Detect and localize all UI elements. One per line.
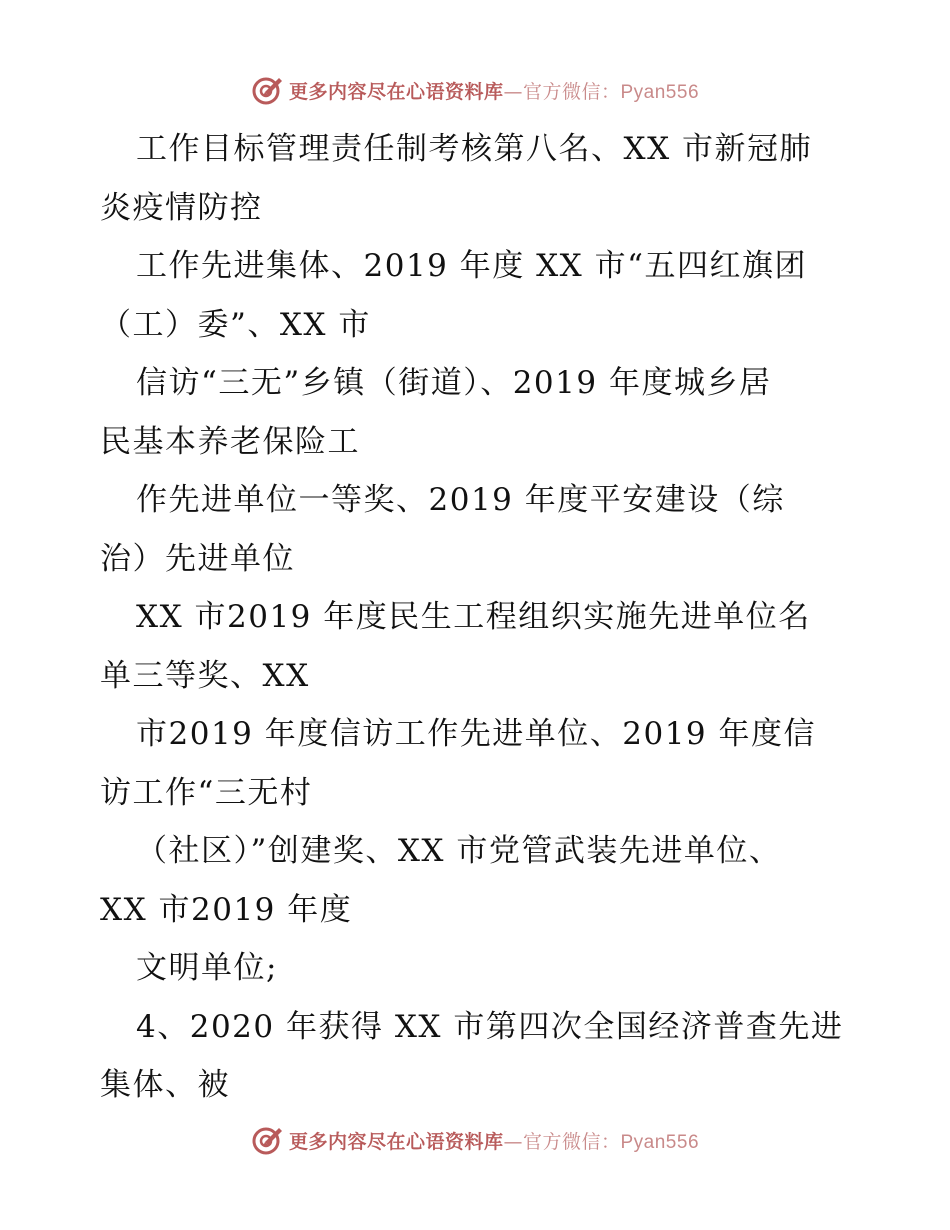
- watermark-official-label: 官方微信：: [522, 80, 621, 103]
- watermark-official-label: 官方微信：: [522, 1130, 621, 1153]
- text-line: XX 市2019 年度民生工程组织实施先进单位名: [136, 599, 811, 635]
- text-line: 工作先进集体、2019 年度 XX 市“五四红旗团: [136, 248, 807, 284]
- text-line: 市2019 年度信访工作先进单位、2019 年度信: [136, 716, 816, 752]
- text-line: 工作目标管理责任制考核第八名、XX 市新冠肺: [136, 131, 812, 167]
- text-line: （社区）”创建奖、XX 市党管武装先进单位、: [136, 833, 782, 869]
- text-line: 文明单位;: [136, 950, 278, 986]
- header-watermark: [0, 70, 950, 110]
- watermark-text: [289, 1127, 699, 1154]
- text-line: 访工作“三无村: [100, 774, 313, 811]
- text-line: XX 市2019 年度: [100, 891, 353, 928]
- text-line: 信访“三无”乡镇（街道）、2019 年度城乡居: [136, 365, 772, 401]
- pen-logo-icon: [251, 1123, 285, 1157]
- text-line: 单三等奖、XX: [100, 657, 310, 694]
- text-line: 集体、被: [100, 1067, 230, 1103]
- text-line: 治）先进单位: [100, 540, 295, 577]
- text-line: 作先进单位一等奖、2019 年度平安建设（综: [136, 482, 785, 518]
- watermark-separator: —: [503, 1130, 523, 1153]
- pen-logo-icon: [251, 73, 285, 107]
- watermark-brand: 更多内容尽在心语资料库: [288, 1130, 504, 1153]
- watermark-brand: 更多内容尽在心语资料库: [288, 80, 504, 103]
- watermark-wechat-id: Pyan556: [620, 81, 700, 103]
- text-line: 4、2020 年获得 XX 市第四次全国经济普查先进: [136, 1008, 844, 1045]
- text-line: （工）委”、XX 市: [100, 306, 371, 343]
- text-line: 炎疫情防控: [100, 189, 263, 226]
- watermark-separator: —: [503, 80, 523, 103]
- document-body: [100, 120, 860, 1115]
- watermark-wechat-id: Pyan556: [620, 1131, 700, 1153]
- footer-watermark: [0, 1120, 950, 1160]
- watermark-text: [289, 77, 699, 104]
- text-line: 民基本养老保险工: [100, 423, 360, 460]
